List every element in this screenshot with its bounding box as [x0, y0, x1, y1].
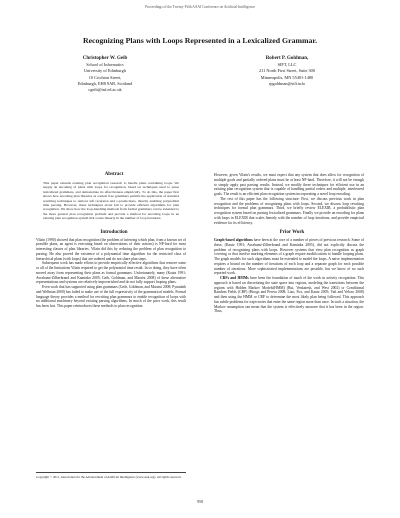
body-paragraph: The rest of this paper has the following structure: First, we discuss previous work in plan recognition and the problems of recognizing plans with loops. Second, we discuss loop rewriting techniques for formal plan grammars. Third, we briefly review ELEXIR, a probabilistic plan recognition system based on parsing lexicalized grammars. Finally we provide an encoding for plans with loops in ELEXIR that scales linearly with the number of loop iterations, and provide empirical evidence for its efficiency. — [214, 196, 364, 225]
run-in-heading: CRFs and HMMs — [220, 276, 249, 280]
running-head: Proceedings of the Twenty-Fifth AAAI Conference on Artificial Intelligence — [145, 5, 255, 9]
prior-work-heading: Prior Work — [279, 230, 305, 236]
author-name: Robert P. Goldman, — [265, 56, 309, 61]
author-affiliation-line: University of Edinburgh — [84, 68, 126, 74]
paper-title: Recognizing Plans with Loops Represented in a Lexicalized Grammar. — [82, 36, 318, 45]
copyright-notice: Copyright © 2011, Association for the Advancement of Artificial Intelligence (www.aaai.org). All rights reserved. — [36, 472, 186, 479]
introduction-heading: Introduction — [100, 229, 128, 235]
paragraph-text: have been the foundation of much of the work in activity recognition. This approach is based on discretizing the state space into regions, modeling the transitions between the regions with Hidden Markov Models(HMM) (Bui, Venkatesh, and West 2002) or Conditional Random Fields (CRF) (Hoogs and Perera 2008; Liao, Fox, and Kautz 2005; Vail and Veloso 2008) and then using the HMM or CRF to determine the most likely plan being followed. This approach has subtle problems for trajectories that enter the same region more than once. In such a situation, the Markov assumption can mean that the system is effectively unaware that it has been in the region. Thus, — [214, 276, 364, 314]
author-block-1 — [30, 55, 180, 93]
author-affiliation-line: Edinburgh, EH8 9AB, Scotland — [77, 80, 133, 86]
author-affiliation-line: SIFT, LLC — [277, 62, 297, 67]
paragraph-text: have been at the core of a number of pieces of previous research. Some of these, (Kautz 1991; Avrahami-Zilberbrand and Kaminka 2005), did not explicitly discuss the problem of recognizing plans with loops. However systems that view plan recognition as graph covering or that involve marking elements of a graph require modifications to handle looping plans. The graph models for such algorithms must be extended to model the loops. A naive implementation requires a bound on the number of iterations of each loop and a separate graph for each possible number of iterations. More sophisticated implementations are possible, but we know of no such reported work. — [214, 238, 365, 276]
abstract-heading: Abstract — [104, 172, 124, 177]
author-affiliation-line: 211 North First Street, Suite 300 — [259, 68, 315, 74]
run-in-heading: Graph-based algorithms — [214, 238, 253, 242]
left-column — [36, 173, 186, 309]
author-affiliation-line: Minneapolis, MN 55401-1480 — [260, 74, 314, 80]
author-name: Christopher W. Geib — [82, 56, 128, 61]
author-email: rpgoldman@sift.info — [268, 80, 306, 86]
author-email: cgeib@inf.ed.ac.uk — [88, 87, 122, 93]
body-paragraph: However, given Vilain's results, we must expect that any system that does allow for recognition of multiple goals and partially ordered plans must be at least NP-hard. Therefore, it will not be enough to simply apply past parsing results. Instead, we modify these techniques for efficient use in an existing plan recognition system that is capable of handling partial orders and multiple, interleaved goals. The result is an efficient plan recognition system incorporating a novel loop encoding. — [214, 173, 364, 196]
author-block-2 — [212, 55, 362, 87]
right-column — [214, 173, 364, 314]
intro-paragraph: Vilain (1990) showed that plan recognition (the problem of inferring which plan, from a known set of possible plans, an agent is executing based on observations of their actions) is NP-hard for most interesting classes of plan libraries. Vilain did this by reducing the problem of plan recognition to parsing. He also proved the existence of a polynomial time algorithm for the restricted class of hierarchical plans (with loops) that are ordered and do not share plan steps. — [36, 237, 186, 261]
author-affiliation-line: School of Informatics — [86, 62, 124, 67]
prior-work-paragraph — [214, 276, 364, 314]
abstract-text: This paper extends existing plan recognition research to handle plans containing loops. We supply an encoding of plans with loops for recognition, based on techniques used to parse lexicalized grammars, and demonstrate its effectiveness empirically. To do this, the paper first shows how encoding plan libraries as context free grammars permits the application of standard rewriting techniques to remove left recursion and ε-productions, thereby enabling polynomial time parsing. However, these techniques alone fail to provide efficient algorithms for plan recognition. We show how the loop-handling methods from formal grammars can be extended to the more general plan recognition problem and provide a method for encoding loops in an existing plan recognition system that scales linearly in the number of loop iterations. — [43, 180, 179, 221]
intro-paragraph: Subsequent work has made efforts to provide empirically effective algorithms that remove some or all of the limitations Vilain required to get the polynomial time result. In so doing, they have often moved away from representing their plans as formal grammars. Unfortunately, many (Kautz 1991; Avrahami-Zilberbrand and Kaminka 2005; Geib, Goldman, and Maraist 2008) of these alternative representations and systems are relatively impoverished and do not fully support looping plans. — [36, 261, 186, 285]
prior-work-paragraph — [214, 238, 364, 276]
intro-paragraph: Even work that has supported using plan grammars (Geib, Goldman, and Maraist 2008; Pynadath and Wellman 2000) has failed to make use of the full expressivity of the grammatical models. Formal language theory provides a method for rewriting plan grammars to enable recognition of loops with no additional machinery beyond existing parsing algorithms. In much of the prior work, this result has been lost. This paper reintroduces these methods to plan recognition. — [36, 285, 186, 309]
page-number: 958 — [197, 500, 203, 504]
author-affiliation-line: 10 Crichton Street, — [88, 74, 122, 80]
